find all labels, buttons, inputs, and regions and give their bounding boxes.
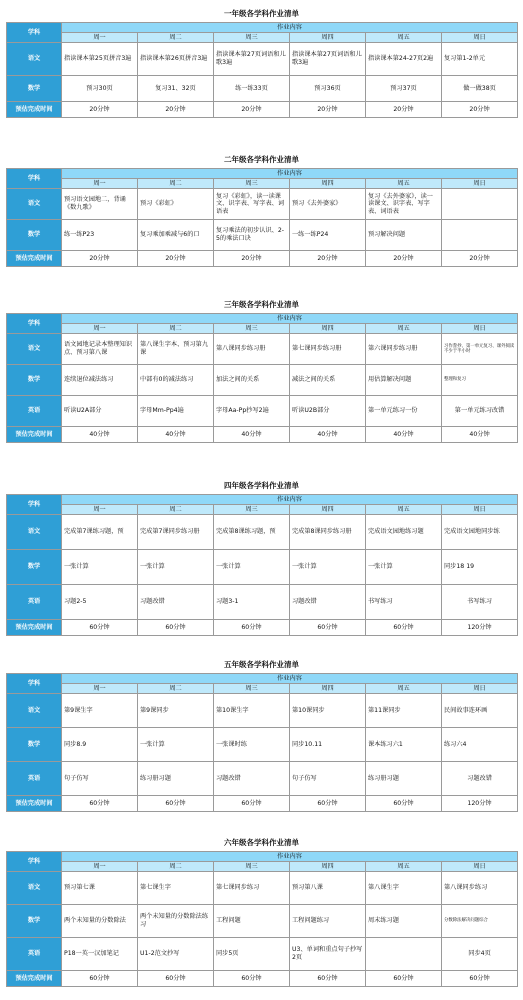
homework-cell-tue: 60分钟 <box>138 620 214 636</box>
homework-cell-thu: U3、单词和重点句子抄写2页 <box>290 938 366 971</box>
homework-cell-fri: 周末练习题 <box>366 905 442 938</box>
subject-cell-english: 英语 <box>7 938 62 971</box>
day-header-tue: 周二 <box>138 179 214 189</box>
homework-cell-tue: 预习《彩虹》 <box>138 189 214 220</box>
subject-cell-english: 英语 <box>7 762 62 796</box>
homework-cell-mon: 完成第7课练习题，预 <box>62 515 138 550</box>
subject-header: 学科 <box>7 495 62 515</box>
homework-cell-wed: 复习乘法的初步认识、2-5的乘法口诀 <box>214 220 290 251</box>
section-title: 六年级各学科作业清单 <box>224 838 299 847</box>
section-title: 二年级各学科作业清单 <box>224 155 299 164</box>
day-header-mon: 周一 <box>62 684 138 694</box>
homework-cell-mon: 第9课生字 <box>62 694 138 728</box>
subject-cell-math: 数学 <box>7 76 62 102</box>
homework-table <box>6 22 518 118</box>
homework-cell-wed: 习题改错 <box>214 762 290 796</box>
homework-cell-tue: 一张计算 <box>138 550 214 585</box>
homework-cell-tue: 复习乘加乘减与6的口 <box>138 220 214 251</box>
homework-cell-sun: 20分钟 <box>442 251 518 267</box>
table-row <box>7 251 518 267</box>
homework-table <box>6 851 518 987</box>
homework-cell-mon: 40分钟 <box>62 427 138 443</box>
day-header-fri: 周五 <box>366 505 442 515</box>
day-header-thu: 周四 <box>290 684 366 694</box>
subject-cell-estimated-time: 预估完成时间 <box>7 620 62 636</box>
homework-cell-thu: 句子仿写 <box>290 762 366 796</box>
subject-cell-chinese: 语文 <box>7 189 62 220</box>
homework-cell-fri: 预习解决问题 <box>366 220 442 251</box>
homework-cell-fri: 40分钟 <box>366 427 442 443</box>
table-row <box>7 620 518 636</box>
homework-cell-thu: 60分钟 <box>290 620 366 636</box>
homework-cell-fri: 第一单元练习一份 <box>366 396 442 427</box>
table-row <box>7 76 518 102</box>
day-header-sun: 周日 <box>442 179 518 189</box>
homework-cell-fri: 完成语文园地练习题 <box>366 515 442 550</box>
homework-cell-thu: 工程问题练习 <box>290 905 366 938</box>
table-row <box>7 43 518 76</box>
homework-cell-wed: 复习《彩虹》，读一读课文、识字表、写字表、词语表 <box>214 189 290 220</box>
day-header-wed: 周三 <box>214 324 290 334</box>
homework-cell-wed: 20分钟 <box>214 102 290 118</box>
homework-cell-wed: 40分钟 <box>214 427 290 443</box>
homework-cell-tue: 字母Mm-Pp4遍 <box>138 396 214 427</box>
homework-cell-thu: 减法之间的关系 <box>290 365 366 396</box>
homework-cell-wed: 字母Aa-Pp抄写2遍 <box>214 396 290 427</box>
homework-cell-wed: 一张计算 <box>214 550 290 585</box>
section-title: 三年级各学科作业清单 <box>224 300 299 309</box>
subject-cell-estimated-time: 预估完成时间 <box>7 796 62 812</box>
homework-cell-wed: 一张课时练 <box>214 728 290 762</box>
homework-cell-mon: 20分钟 <box>62 251 138 267</box>
day-header-wed: 周三 <box>214 862 290 872</box>
subject-header: 学科 <box>7 314 62 334</box>
day-header-sun: 周日 <box>442 862 518 872</box>
homework-cell-fri: 用估算解决问题 <box>366 365 442 396</box>
subject-cell-chinese: 语文 <box>7 694 62 728</box>
homework-table <box>6 313 518 443</box>
homework-cell-wed: 60分钟 <box>214 971 290 987</box>
homework-cell-wed: 习题3-1 <box>214 585 290 620</box>
homework-cell-sun: 第一单元练习改错 <box>442 396 518 427</box>
homework-cell-mon: 语文园地记录本整理知识点、预习第八课 <box>62 334 138 365</box>
table-row <box>7 396 518 427</box>
section-title: 五年级各学科作业清单 <box>224 660 299 669</box>
content-header: 作业内容 <box>62 674 518 684</box>
day-header-thu: 周四 <box>290 179 366 189</box>
homework-cell-wed: 第七课同步练习 <box>214 872 290 905</box>
homework-cell-tue: U1-2范文抄写 <box>138 938 214 971</box>
homework-cell-sun: 120分钟 <box>442 796 518 812</box>
subject-cell-chinese: 语文 <box>7 515 62 550</box>
table-row <box>7 515 518 550</box>
table-row <box>7 971 518 987</box>
homework-cell-fri: 一张计算 <box>366 550 442 585</box>
homework-cell-tue: 指读课本第26页拼音3遍 <box>138 43 214 76</box>
table-row <box>7 728 518 762</box>
day-header-tue: 周二 <box>138 324 214 334</box>
homework-cell-fri: 20分钟 <box>366 251 442 267</box>
homework-cell-sun: 做一做38页 <box>442 76 518 102</box>
subject-cell-math: 数学 <box>7 550 62 585</box>
homework-cell-mon: 20分钟 <box>62 102 138 118</box>
homework-cell-thu: 一张计算 <box>290 550 366 585</box>
homework-cell-mon: 预习语文园地二，背诵《数九歌》 <box>62 189 138 220</box>
homework-cell-wed: 第10课生字 <box>214 694 290 728</box>
homework-cell-thu: 预习《去外婆家》 <box>290 189 366 220</box>
homework-cell-thu: 听读U2B部分 <box>290 396 366 427</box>
day-header-fri: 周五 <box>366 684 442 694</box>
homework-cell-mon: 两个未知量的分数除法 <box>62 905 138 938</box>
homework-cell-tue: 60分钟 <box>138 796 214 812</box>
subject-cell-math: 数学 <box>7 365 62 396</box>
homework-cell-sun: 40分钟 <box>442 427 518 443</box>
homework-cell-mon: 预习30页 <box>62 76 138 102</box>
homework-cell-fri: 课本练习六1 <box>366 728 442 762</box>
homework-cell-sun: 完成语文园地同步练 <box>442 515 518 550</box>
homework-cell-thu: 完成第8课同步练习册 <box>290 515 366 550</box>
homework-cell-tue: 第七课生字 <box>138 872 214 905</box>
homework-cell-tue: 复习31、32页 <box>138 76 214 102</box>
table-row <box>7 427 518 443</box>
day-header-tue: 周二 <box>138 862 214 872</box>
homework-cell-sun: 第八课同步练习 <box>442 872 518 905</box>
homework-cell-sun: 习题改错 <box>442 762 518 796</box>
subject-cell-estimated-time: 预估完成时间 <box>7 102 62 118</box>
homework-cell-sun: 分数除法解决问题综合 <box>442 905 518 938</box>
day-header-sun: 周日 <box>442 324 518 334</box>
homework-cell-wed: 加法之间的关系 <box>214 365 290 396</box>
subject-cell-chinese: 语文 <box>7 872 62 905</box>
homework-cell-thu: 20分钟 <box>290 251 366 267</box>
subject-cell-english: 英语 <box>7 585 62 620</box>
homework-cell-tue: 60分钟 <box>138 971 214 987</box>
day-header-thu: 周四 <box>290 862 366 872</box>
homework-cell-sun: 同步4页 <box>442 938 518 971</box>
table-row <box>7 905 518 938</box>
subject-header: 学科 <box>7 674 62 694</box>
day-header-mon: 周一 <box>62 862 138 872</box>
day-header-tue: 周二 <box>138 684 214 694</box>
subject-cell-chinese: 语文 <box>7 334 62 365</box>
content-header: 作业内容 <box>62 169 518 179</box>
table-row <box>7 938 518 971</box>
homework-cell-tue: 两个未知量的分数除法练习 <box>138 905 214 938</box>
homework-cell-wed: 练一练33页 <box>214 76 290 102</box>
homework-cell-fri: 60分钟 <box>366 971 442 987</box>
content-header: 作业内容 <box>62 314 518 324</box>
day-header-mon: 周一 <box>62 324 138 334</box>
homework-cell-tue: 练习册习题 <box>138 762 214 796</box>
homework-cell-sun: 整理和复习 <box>442 365 518 396</box>
homework-cell-fri: 预习37页 <box>366 76 442 102</box>
homework-cell-tue: 第9课同步 <box>138 694 214 728</box>
day-header-tue: 周二 <box>138 33 214 43</box>
homework-cell-tue: 习题改错 <box>138 585 214 620</box>
homework-cell-wed: 同步5页 <box>214 938 290 971</box>
homework-cell-sun: 练习六4 <box>442 728 518 762</box>
homework-cell-sun: 复习第1-2单元 <box>442 43 518 76</box>
day-header-sun: 周日 <box>442 505 518 515</box>
homework-cell-sun: 120分钟 <box>442 620 518 636</box>
content-header: 作业内容 <box>62 852 518 862</box>
homework-cell-mon: P18一英一汉加笔记 <box>62 938 138 971</box>
homework-cell-wed: 60分钟 <box>214 620 290 636</box>
homework-cell-wed: 20分钟 <box>214 251 290 267</box>
day-header-fri: 周五 <box>366 862 442 872</box>
homework-cell-wed: 第八课同步练习册 <box>214 334 290 365</box>
day-header-mon: 周一 <box>62 179 138 189</box>
homework-cell-thu: 40分钟 <box>290 427 366 443</box>
homework-cell-thu: 习题改错 <box>290 585 366 620</box>
homework-cell-fri: 第11课同步 <box>366 694 442 728</box>
homework-cell-thu: 预习第八课 <box>290 872 366 905</box>
content-header: 作业内容 <box>62 495 518 505</box>
day-header-fri: 周五 <box>366 179 442 189</box>
homework-cell-wed: 工程问题 <box>214 905 290 938</box>
table-row <box>7 762 518 796</box>
homework-cell-mon: 听读U2A部分 <box>62 396 138 427</box>
homework-cell-mon: 指读课本第25页拼音3遍 <box>62 43 138 76</box>
homework-cell-fri: 练习册习题 <box>366 762 442 796</box>
day-header-mon: 周一 <box>62 505 138 515</box>
homework-cell-mon: 60分钟 <box>62 971 138 987</box>
day-header-tue: 周二 <box>138 505 214 515</box>
subject-cell-chinese: 语文 <box>7 43 62 76</box>
homework-cell-tue: 完成第7课同步练习册 <box>138 515 214 550</box>
homework-cell-sun: 习作誊抄、第一单元复习、课外阅读不少于半小时 <box>442 334 518 365</box>
homework-cell-tue: 第八课生字本、预习第九课 <box>138 334 214 365</box>
day-header-mon: 周一 <box>62 33 138 43</box>
day-header-thu: 周四 <box>290 505 366 515</box>
homework-cell-thu: 第10课同步 <box>290 694 366 728</box>
subject-cell-math: 数学 <box>7 220 62 251</box>
table-row <box>7 189 518 220</box>
homework-cell-fri: 复习《去外婆家》，读一读课文、识字表、写字表、词语表 <box>366 189 442 220</box>
homework-cell-mon: 练一练P23 <box>62 220 138 251</box>
day-header-fri: 周五 <box>366 324 442 334</box>
table-row <box>7 334 518 365</box>
table-row <box>7 220 518 251</box>
subject-header: 学科 <box>7 23 62 43</box>
homework-cell-mon: 60分钟 <box>62 796 138 812</box>
day-header-sun: 周日 <box>442 684 518 694</box>
homework-cell-fri: 第六课同步练习册 <box>366 334 442 365</box>
table-row <box>7 796 518 812</box>
homework-cell-fri: 60分钟 <box>366 796 442 812</box>
day-header-wed: 周三 <box>214 505 290 515</box>
homework-cell-sun: 民间故事连环画 <box>442 694 518 728</box>
section-title: 四年级各学科作业清单 <box>224 481 299 490</box>
content-header: 作业内容 <box>62 23 518 33</box>
homework-cell-sun: 同步18 19 <box>442 550 518 585</box>
homework-cell-thu: 60分钟 <box>290 971 366 987</box>
homework-cell-thu: 一练一练P24 <box>290 220 366 251</box>
homework-cell-mon: 句子仿写 <box>62 762 138 796</box>
subject-cell-estimated-time: 预估完成时间 <box>7 427 62 443</box>
homework-cell-mon: 连续退位减法练习 <box>62 365 138 396</box>
homework-cell-mon: 同步8.9 <box>62 728 138 762</box>
homework-cell-wed: 60分钟 <box>214 796 290 812</box>
homework-cell-sun <box>442 189 518 220</box>
homework-cell-wed: 指读课本第27页词语和儿歌3遍 <box>214 43 290 76</box>
homework-cell-thu: 第七课同步练习册 <box>290 334 366 365</box>
table-row <box>7 694 518 728</box>
homework-table <box>6 494 518 636</box>
homework-cell-tue: 中部有0的减法练习 <box>138 365 214 396</box>
homework-cell-fri <box>366 938 442 971</box>
subject-cell-math: 数学 <box>7 905 62 938</box>
homework-cell-tue: 20分钟 <box>138 102 214 118</box>
homework-cell-tue: 一张计算 <box>138 728 214 762</box>
table-row <box>7 102 518 118</box>
day-header-wed: 周三 <box>214 179 290 189</box>
homework-cell-mon: 习题2-5 <box>62 585 138 620</box>
homework-cell-fri: 指读课本第24-27页2遍 <box>366 43 442 76</box>
homework-cell-tue: 20分钟 <box>138 251 214 267</box>
homework-table <box>6 168 518 267</box>
table-row <box>7 365 518 396</box>
homework-cell-mon: 预习第七课 <box>62 872 138 905</box>
subject-header: 学科 <box>7 852 62 872</box>
table-row <box>7 872 518 905</box>
homework-cell-mon: 一张计算 <box>62 550 138 585</box>
homework-cell-sun: 20分钟 <box>442 102 518 118</box>
section-title: 一年级各学科作业清单 <box>224 9 299 18</box>
homework-cell-fri: 60分钟 <box>366 620 442 636</box>
homework-cell-sun: 60分钟 <box>442 971 518 987</box>
homework-cell-fri: 20分钟 <box>366 102 442 118</box>
subject-cell-math: 数学 <box>7 728 62 762</box>
table-row <box>7 550 518 585</box>
day-header-sun: 周日 <box>442 33 518 43</box>
homework-cell-thu: 预习36页 <box>290 76 366 102</box>
day-header-wed: 周三 <box>214 33 290 43</box>
homework-cell-fri: 书写练习 <box>366 585 442 620</box>
subject-cell-english: 英语 <box>7 396 62 427</box>
homework-table <box>6 673 518 812</box>
homework-cell-thu: 20分钟 <box>290 102 366 118</box>
subject-cell-estimated-time: 预估完成时间 <box>7 971 62 987</box>
homework-cell-wed: 完成第8课练习题，预 <box>214 515 290 550</box>
day-header-wed: 周三 <box>214 684 290 694</box>
homework-cell-thu: 同步10.11 <box>290 728 366 762</box>
subject-cell-estimated-time: 预估完成时间 <box>7 251 62 267</box>
homework-cell-sun: 书写练习 <box>442 585 518 620</box>
homework-cell-thu: 指读课本第27页词语和儿歌3遍 <box>290 43 366 76</box>
homework-cell-tue: 40分钟 <box>138 427 214 443</box>
homework-cell-fri: 第八课生字 <box>366 872 442 905</box>
day-header-fri: 周五 <box>366 33 442 43</box>
day-header-thu: 周四 <box>290 324 366 334</box>
homework-cell-thu: 60分钟 <box>290 796 366 812</box>
table-row <box>7 585 518 620</box>
homework-cell-sun <box>442 220 518 251</box>
day-header-thu: 周四 <box>290 33 366 43</box>
homework-cell-mon: 60分钟 <box>62 620 138 636</box>
subject-header: 学科 <box>7 169 62 189</box>
